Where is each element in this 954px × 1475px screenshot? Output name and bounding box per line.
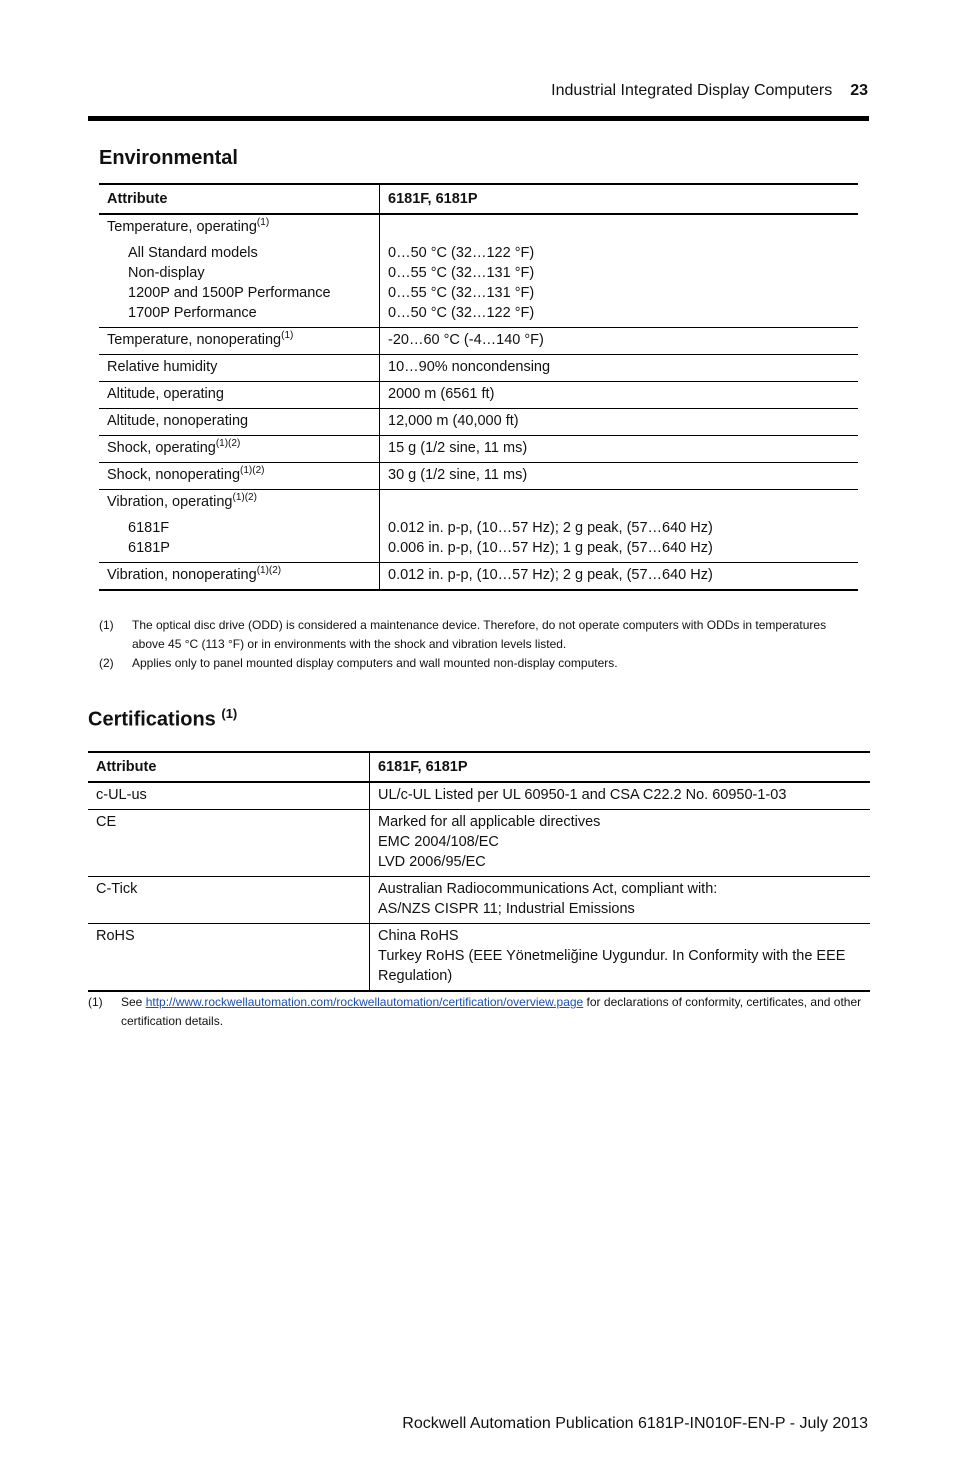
footnote <box>99 654 859 673</box>
table-row <box>99 490 858 563</box>
table-row <box>99 214 858 328</box>
table-row <box>88 877 870 924</box>
value-cell: 12,000 m (40,000 ft) <box>380 409 859 436</box>
sub-label: Non-display <box>128 265 205 281</box>
row-label: CE <box>88 810 370 877</box>
row-label: RoHS <box>88 924 370 992</box>
value-line: 0…50 °C (32…122 °F) <box>388 305 535 321</box>
certifications-table <box>88 751 870 992</box>
value-line: UL/c-UL Listed per UL 60950-1 and CSA C22.2 No. 60950-1-03 <box>378 787 787 803</box>
value-line: 0…55 °C (32…131 °F) <box>388 285 535 301</box>
sub-label: 6181F <box>128 520 170 536</box>
footnote-ref: (1) <box>256 217 270 229</box>
table-header-row <box>99 184 858 214</box>
value-line: Turkey RoHS (EEE Yönetmeliğine Uygundur. In Conformity with the EEE Regulation) <box>378 948 846 984</box>
value-cell: 10…90% noncondensing <box>380 355 859 382</box>
environmental-table <box>99 183 858 591</box>
value-cell: 15 g (1/2 sine, 11 ms) <box>380 436 859 463</box>
page-number: 23 <box>850 82 868 99</box>
attribute-cell <box>99 214 380 328</box>
column-header-attribute: Attribute <box>88 752 370 782</box>
row-label: Temperature, operating <box>107 219 257 235</box>
footnote <box>88 993 870 1031</box>
table-row <box>99 563 858 591</box>
table-row <box>99 436 858 463</box>
value-cell <box>370 810 871 877</box>
row-label: Temperature, nonoperating <box>107 332 282 348</box>
value-cell: -20…60 °C (-4…140 °F) <box>380 328 859 355</box>
value-line: 0…55 °C (32…131 °F) <box>388 265 535 281</box>
footnote-number: (1) <box>88 995 103 1009</box>
row-label: Shock, operating <box>107 440 216 456</box>
sub-label: 1200P and 1500P Performance <box>128 285 331 301</box>
footnote-text: Applies only to panel mounted display computers and wall mounted non-display computers. <box>132 656 618 670</box>
environmental-title: Environmental <box>99 147 238 169</box>
value-line: EMC 2004/108/EC <box>378 834 499 850</box>
table-row <box>99 328 858 355</box>
footnote-text-post: for declarations of conformity, certificates, and other certification details. <box>121 995 862 1028</box>
environmental-footnotes <box>99 616 859 673</box>
certification-overview-link[interactable]: http://www.rockwellautomation.com/rockwellautomation/certification/overview.page <box>145 995 584 1009</box>
footnote-ref: (1)(2) <box>256 565 282 577</box>
row-label: Altitude, nonoperating <box>99 409 380 436</box>
value-line: China RoHS <box>378 928 459 944</box>
column-header-attribute: Attribute <box>99 184 380 214</box>
value-line: LVD 2006/95/EC <box>378 854 486 870</box>
header-rule <box>88 116 869 121</box>
table-row <box>99 382 858 409</box>
value-cell <box>370 782 871 810</box>
footnote <box>99 616 859 654</box>
value-line: 0…50 °C (32…122 °F) <box>388 245 535 261</box>
running-header <box>551 82 868 100</box>
value-cell <box>380 490 859 563</box>
attribute-cell <box>99 436 380 463</box>
table-row <box>99 355 858 382</box>
row-label: Relative humidity <box>99 355 380 382</box>
value-cell <box>380 214 859 328</box>
sub-label: 6181P <box>128 540 170 556</box>
row-label: Vibration, nonoperating <box>107 567 257 583</box>
sub-label: All Standard models <box>128 245 258 261</box>
row-label: c-UL-us <box>88 782 370 810</box>
value-cell <box>370 877 871 924</box>
column-header-value: 6181F, 6181P <box>380 184 859 214</box>
row-label: Altitude, operating <box>99 382 380 409</box>
attribute-cell <box>99 563 380 591</box>
row-label: Vibration, operating <box>107 494 233 510</box>
table-header-row <box>88 752 870 782</box>
footnote-ref: (1)(2) <box>215 438 241 450</box>
value-line: 0.012 in. p-p, (10…57 Hz); 2 g peak, (57…640 Hz) <box>388 520 713 536</box>
attribute-cell <box>99 490 380 563</box>
table-row <box>88 924 870 992</box>
certifications-footnotes <box>88 993 870 1031</box>
certifications-title <box>88 706 237 732</box>
publication-footer: Rockwell Automation Publication 6181P-IN010F-EN-P - July 2013 <box>402 1415 868 1432</box>
footnote-text-pre: See <box>121 995 146 1009</box>
footnote-ref: (1) <box>221 706 238 721</box>
value-line: Marked for all applicable directives <box>378 814 601 830</box>
table-row <box>88 810 870 877</box>
value-cell <box>370 924 871 992</box>
footnote-text <box>121 993 870 1031</box>
column-header-value: 6181F, 6181P <box>370 752 871 782</box>
footnote-text: The optical disc drive (ODD) is considered a maintenance device. Therefore, do not operate computers with ODDs in temperatures above 45 °C (113 °F) or in environments with the shock and vibration levels listed. <box>132 618 827 651</box>
footnote-number: (1) <box>99 618 114 632</box>
footnote-ref: (1)(2) <box>232 492 257 504</box>
certifications-title-text: Certifications <box>88 708 216 731</box>
attribute-cell <box>99 463 380 490</box>
sub-label: 1700P Performance <box>128 305 257 321</box>
table-row <box>99 409 858 436</box>
footnote-ref: (1)(2) <box>240 465 265 477</box>
table-row <box>88 782 870 810</box>
footnote-number: (2) <box>99 656 114 670</box>
row-label: C-Tick <box>88 877 370 924</box>
value-line: Australian Radiocommunications Act, compliant with: <box>378 881 718 897</box>
value-cell: 30 g (1/2 sine, 11 ms) <box>380 463 859 490</box>
running-header-title: Industrial Integrated Display Computers <box>551 82 833 99</box>
value-cell: 2000 m (6561 ft) <box>380 382 859 409</box>
attribute-cell <box>99 328 380 355</box>
value-cell: 0.012 in. p-p, (10…57 Hz); 2 g peak, (57…640 Hz) <box>380 563 859 591</box>
row-label: Shock, nonoperating <box>107 467 241 483</box>
value-line: 0.006 in. p-p, (10…57 Hz); 1 g peak, (57…640 Hz) <box>388 540 713 556</box>
table-row <box>99 463 858 490</box>
footnote-ref: (1) <box>281 330 294 342</box>
value-line: AS/NZS CISPR 11; Industrial Emissions <box>378 901 635 917</box>
